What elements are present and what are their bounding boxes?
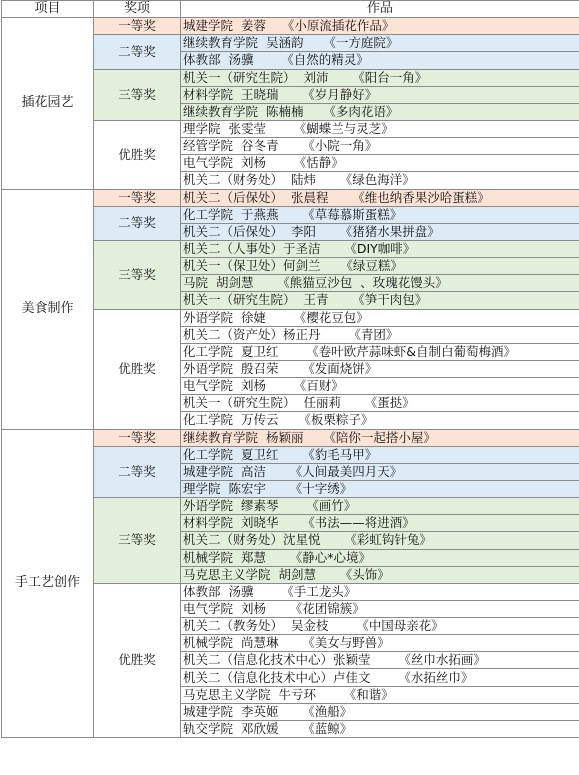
award-cell: 三等奖 xyxy=(94,69,181,120)
work-cell: 机关一（研究生院） 王青 《笋干肉包》 xyxy=(181,292,579,309)
work-cell: 电气学院 刘杨 《恬静》 xyxy=(181,155,579,172)
work-cell: 机关二（教务处） 吴金枝 《中国母亲花》 xyxy=(181,618,579,635)
work-cell: 机关二（信息化技术中心）张颖莹 《丝巾水拓画》 xyxy=(181,652,579,669)
work-cell: 城建学院 姜蓉 《小原流插花作品》 xyxy=(181,18,579,35)
award-cell: 优胜奖 xyxy=(94,583,181,737)
work-cell: 机关二（财务处） 陆炜 《绿色海洋》 xyxy=(181,172,579,189)
work-cell: 城建学院 李英姬 《渔船》 xyxy=(181,703,579,720)
award-table xyxy=(1,0,579,738)
table-row xyxy=(2,18,579,35)
work-cell: 机关二（资产处）杨正丹 《青团》 xyxy=(181,326,579,343)
work-cell: 继续教育学院 吴涵韵 《一方庭院》 xyxy=(181,35,579,52)
work-cell: 机关二（财务处）沈星悦 《彩虹钩针兔》 xyxy=(181,532,579,549)
award-cell: 一等奖 xyxy=(94,189,181,206)
award-cell: 三等奖 xyxy=(94,240,181,309)
work-cell: 外语学院 殷召荣 《发面烧饼》 xyxy=(181,360,579,377)
work-cell: 城建学院 高洁 《人间最美四月天》 xyxy=(181,463,579,480)
award-cell: 二等奖 xyxy=(94,35,181,69)
award-cell: 二等奖 xyxy=(94,206,181,240)
work-cell: 机关一（研究生院） 任丽莉 《蛋挞》 xyxy=(181,395,579,412)
award-cell: 优胜奖 xyxy=(94,309,181,429)
work-cell: 化工学院 夏卫红 《豹毛马甲》 xyxy=(181,446,579,463)
work-cell: 机关一（保卫处）何剑兰 《绿豆糕》 xyxy=(181,258,579,275)
work-cell: 材料学院 王晓瑞 《岁月静好》 xyxy=(181,86,579,103)
work-cell: 外语学院 缪素琴 《画竹》 xyxy=(181,498,579,515)
work-cell: 机关二（人事处）于圣洁 《DIY咖啡》 xyxy=(181,240,579,257)
work-cell: 经管学院 谷冬青 《小院一角》 xyxy=(181,138,579,155)
work-cell: 材料学院 刘晓华 《书法——将进酒》 xyxy=(181,515,579,532)
work-cell: 机关二（后保处） 张晨程 《维也纳香果沙哈蛋糕》 xyxy=(181,189,579,206)
work-cell: 理学院 张雯莹 《蝴蝶兰与灵芝》 xyxy=(181,120,579,137)
header-row xyxy=(2,1,579,18)
work-cell: 体教部 汤骥 《手工龙头》 xyxy=(181,583,579,600)
work-cell: 机关二（信息化技术中心）卢佳文 《水拓丝巾》 xyxy=(181,669,579,686)
work-cell: 机械学院 尚慧琳 《美女与野兽》 xyxy=(181,635,579,652)
work-cell: 轨交学院 邓欣媛 《蓝鲸》 xyxy=(181,720,579,737)
work-cell: 机关一（研究生院） 刘沛 《阳台一角》 xyxy=(181,69,579,86)
table-row xyxy=(2,189,579,206)
work-cell: 外语学院 徐婕 《樱花豆包》 xyxy=(181,309,579,326)
award-cell: 一等奖 xyxy=(94,429,181,446)
award-cell: 一等奖 xyxy=(94,18,181,35)
work-cell: 继续教育学院 陈楠楠 《多肉花语》 xyxy=(181,103,579,120)
category-cell: 手工艺创作 xyxy=(2,429,94,738)
work-cell: 继续教育学院 杨颖丽 《陪你一起搭小屋》 xyxy=(181,429,579,446)
work-cell: 电气学院 刘杨 《花团锦簇》 xyxy=(181,600,579,617)
work-cell: 马克思主义学院 牛亏环 《和谐》 xyxy=(181,686,579,703)
category-cell: 美食制作 xyxy=(2,189,94,429)
work-cell: 体教部 汤骥 《自然的精灵》 xyxy=(181,52,579,69)
work-cell: 马克思主义学院 胡剑慧 《头饰》 xyxy=(181,566,579,583)
award-cell: 优胜奖 xyxy=(94,120,181,189)
award-cell: 三等奖 xyxy=(94,498,181,584)
table-row xyxy=(2,429,579,446)
header-award: 奖项 xyxy=(94,1,181,18)
work-cell: 机械学院 郑慧 《静心*心境》 xyxy=(181,549,579,566)
work-cell: 机关二（后保处） 李阳 《猪猪水果拼盘》 xyxy=(181,223,579,240)
work-cell: 化工学院 万传云 《板栗粽子》 xyxy=(181,412,579,429)
work-cell: 化工学院 夏卫红 《卷叶欧芹蒜味虾&自制白葡萄梅酒》 xyxy=(181,343,579,360)
work-cell: 马院 胡剑慧 《熊猫豆沙包 、玫瑰花馒头》 xyxy=(181,275,579,292)
work-cell: 电气学院 刘杨 《百财》 xyxy=(181,378,579,395)
work-cell: 化工学院 于燕燕 《草莓慕斯蛋糕》 xyxy=(181,206,579,223)
category-cell: 插花园艺 xyxy=(2,18,94,189)
header-category: 项目 xyxy=(2,1,94,18)
header-work: 作品 xyxy=(181,1,579,18)
award-cell: 二等奖 xyxy=(94,446,181,497)
work-cell: 理学院 陈宏宇 《十字绣》 xyxy=(181,480,579,497)
